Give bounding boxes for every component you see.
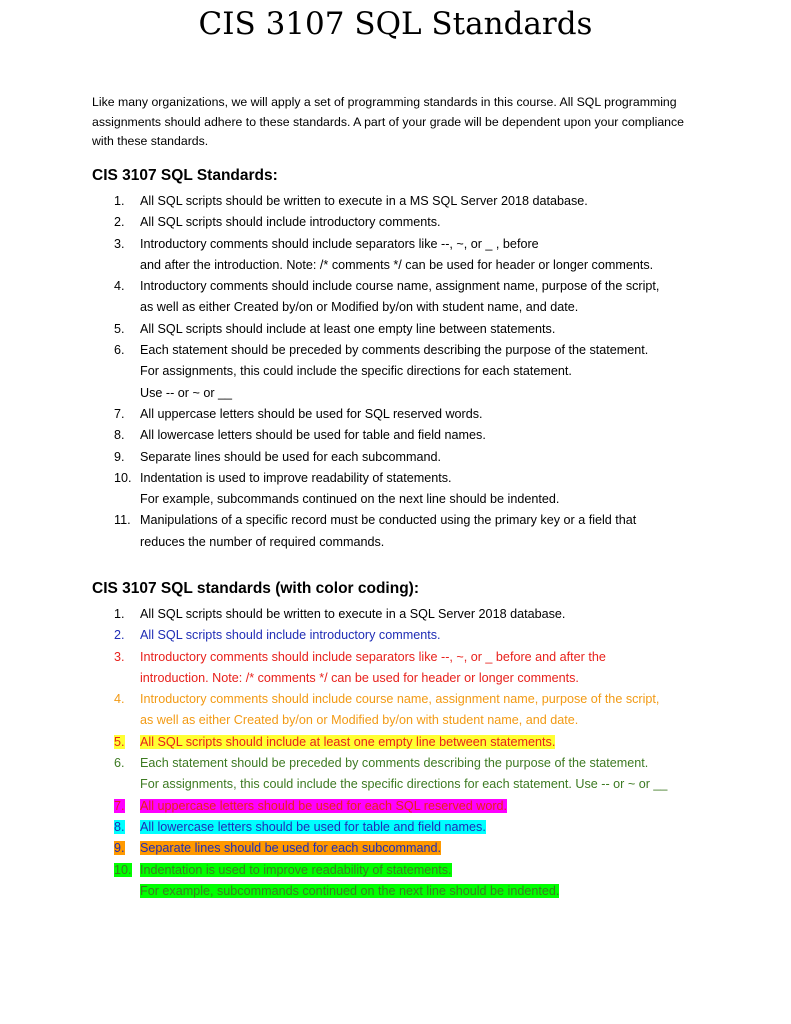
list-item-number (114, 404, 140, 425)
list-item-text: Indentation is used to improve readability of statements. (140, 470, 452, 485)
list-item-text: For assignments, this could include the specific directions for each statement. Use -- or ~ or __ (140, 777, 668, 792)
list-item (92, 647, 752, 690)
list-item-line (140, 447, 752, 468)
list-item (92, 425, 752, 446)
list-item-number (114, 753, 140, 774)
list-item-text: All uppercase letters should be used for SQL reserved words. (140, 406, 483, 421)
list-item-line (140, 710, 752, 731)
list-item-line (140, 881, 752, 902)
list-item-number (114, 838, 140, 859)
section-heading-standards: CIS 3107 SQL Standards: (92, 167, 278, 184)
list-item-number-text: 9. (114, 449, 125, 464)
list-item-line (140, 817, 752, 838)
list-item (92, 689, 752, 732)
list-item (92, 625, 752, 646)
list-item-line (140, 234, 752, 255)
list-item (92, 753, 752, 796)
list-item (92, 340, 752, 404)
list-item-line (140, 510, 752, 531)
intro-paragraph (92, 93, 732, 152)
list-item-line (140, 604, 752, 625)
list-item-number (114, 234, 140, 255)
list-item-text: introduction. Note: /* comments */ can be used for header or longer comments. (140, 670, 579, 685)
list-item-number (114, 510, 140, 531)
list-item-text: For example, subcommands continued on the next line should be indented. (140, 883, 560, 898)
list-item (92, 212, 752, 233)
list-item-number-text: 8. (114, 819, 125, 834)
list-item-text: Introductory comments should include separators like --, ~, or _ before and after the (140, 649, 606, 664)
list-item (92, 404, 752, 425)
list-item-number-text: 5. (114, 734, 125, 749)
intro-line: Like many organizations, we will apply a set of programming standards in this course. All SQL programming (92, 95, 677, 109)
list-item-line (140, 212, 752, 233)
list-item-line (140, 689, 752, 710)
list-item-number (114, 425, 140, 446)
list-item (92, 510, 752, 553)
list-item-text: Separate lines should be used for each subcommand. (140, 449, 442, 464)
list-item-line (140, 468, 752, 489)
list-item-text: Manipulations of a specific record must be conducted using the primary key or a field that (140, 513, 637, 528)
list-item-line (140, 532, 752, 553)
list-item-text: All SQL scripts should include at least one empty line between statements. (140, 734, 556, 749)
list-item-number (114, 468, 140, 489)
list-item-number-text: 8. (114, 428, 125, 443)
list-item (92, 838, 752, 859)
list-item-text: All SQL scripts should be written to execute in a SQL Server 2018 database. (140, 607, 566, 621)
list-item-number (114, 817, 140, 838)
list-item (92, 468, 752, 511)
list-item-number (114, 689, 140, 710)
list-item-text: Each statement should be preceded by comments describing the purpose of the statement. (140, 756, 649, 771)
list-item-line (140, 255, 752, 276)
list-item-number-text: 4. (114, 279, 125, 294)
list-item-line (140, 340, 752, 361)
list-item-text: For example, subcommands continued on the next line should be indented. (140, 492, 560, 507)
list-item-number-text: 1. (114, 607, 125, 621)
list-item-number (114, 340, 140, 361)
list-item-line (140, 774, 752, 795)
list-item-text: as well as either Created by/on or Modified by/on with student name, and date. (140, 300, 579, 315)
list-item-line (140, 625, 752, 646)
list-item-number-text: 7. (114, 406, 125, 421)
intro-line: with these standards. (92, 134, 209, 148)
list-item-number (114, 732, 140, 753)
list-item (92, 234, 752, 277)
list-item (92, 817, 752, 838)
list-item-line (140, 404, 752, 425)
list-item-text: All SQL scripts should include at least one empty line between statements. (140, 321, 556, 336)
list-item-line (140, 753, 752, 774)
list-item-number-text: 10. (114, 470, 132, 485)
list-item-text: Use -- or ~ or __ (140, 385, 233, 400)
list-item-text: All SQL scripts should include introductory comments. (140, 215, 441, 230)
list-item-line (140, 191, 752, 212)
list-item-number (114, 447, 140, 468)
list-item-number-text: 10. (114, 862, 132, 877)
list-item-number-text: 9. (114, 841, 125, 856)
list-item-line (140, 319, 752, 340)
list-item-text: and after the introduction. Note: /* comments */ can be used for header or longer comments. (140, 257, 654, 272)
list-item (92, 319, 752, 340)
list-item-text: All lowercase letters should be used for table and field names. (140, 819, 486, 834)
list-item-number (114, 212, 140, 233)
list-item-number (114, 319, 140, 340)
list-item-line (140, 668, 752, 689)
list-item-text: All uppercase letters should be used for each SQL reserved word. (140, 798, 508, 813)
intro-line: assignments should adhere to these standards. A part of your grade will be dependent upon your compliance (92, 114, 684, 129)
list-item-number-text: 5. (114, 321, 125, 336)
list-item-line (140, 489, 752, 510)
list-item-number-text: 6. (114, 756, 125, 771)
list-item (92, 796, 752, 817)
list-item-number (114, 191, 140, 212)
list-item-text: Separate lines should be used for each subcommand. (140, 841, 442, 856)
list-item-number-text: 7. (114, 798, 125, 813)
list-item-line (140, 796, 752, 817)
list-item-number (114, 796, 140, 817)
section-heading-color-coded: CIS 3107 SQL standards (with color coding): (92, 580, 419, 597)
list-item-text: Each statement should be preceded by comments describing the purpose of the statement. (140, 343, 649, 358)
list-item-number-text: 6. (114, 343, 125, 358)
list-item-text: All SQL scripts should include introductory comments. (140, 628, 441, 643)
list-item-line (140, 276, 752, 297)
list-item-number (114, 647, 140, 668)
list-item-text: For assignments, this could include the specific directions for each statement. (140, 364, 572, 379)
list-item-line (140, 361, 752, 382)
list-item-text: reduces the number of required commands. (140, 534, 385, 549)
list-item-text: Introductory comments should include course name, assignment name, purpose of the script, (140, 692, 660, 707)
list-item-text: All lowercase letters should be used for table and field names. (140, 428, 486, 443)
list-item-number (114, 604, 140, 625)
page-title: CIS 3107 SQL Standards (198, 6, 593, 42)
list-item-text: Introductory comments should include course name, assignment name, purpose of the script, (140, 279, 660, 294)
list-item-text: Introductory comments should include separators like --, ~, or _ , before (140, 236, 539, 251)
list-item (92, 276, 752, 319)
list-item (92, 860, 752, 903)
color-coded-standards-list (92, 604, 752, 902)
list-item-number-text: 4. (114, 692, 125, 707)
list-item-line (140, 425, 752, 446)
list-item-text: All SQL scripts should be written to execute in a MS SQL Server 2018 database. (140, 194, 588, 208)
list-item-number-text: 3. (114, 649, 125, 664)
standards-list (92, 191, 752, 553)
list-item-number-text: 2. (114, 628, 125, 643)
list-item (92, 191, 752, 212)
list-item-number-text: 1. (114, 194, 125, 208)
list-item-number-text: 2. (114, 215, 125, 230)
list-item (92, 447, 752, 468)
list-item (92, 604, 752, 625)
list-item-number (114, 625, 140, 646)
list-item-line (140, 297, 752, 318)
list-item-number (114, 276, 140, 297)
list-item-number-text: 3. (114, 236, 125, 251)
list-item-number (114, 860, 140, 881)
list-item-number-text: 11. (114, 513, 131, 528)
list-item-text: Indentation is used to improve readability of statements. (140, 862, 452, 877)
list-item-line (140, 732, 752, 753)
list-item-line (140, 860, 752, 881)
list-item-text: as well as either Created by/on or Modified by/on with student name, and date. (140, 713, 579, 728)
list-item-line (140, 383, 752, 404)
list-item (92, 732, 752, 753)
list-item-line (140, 838, 752, 859)
list-item-line (140, 647, 752, 668)
